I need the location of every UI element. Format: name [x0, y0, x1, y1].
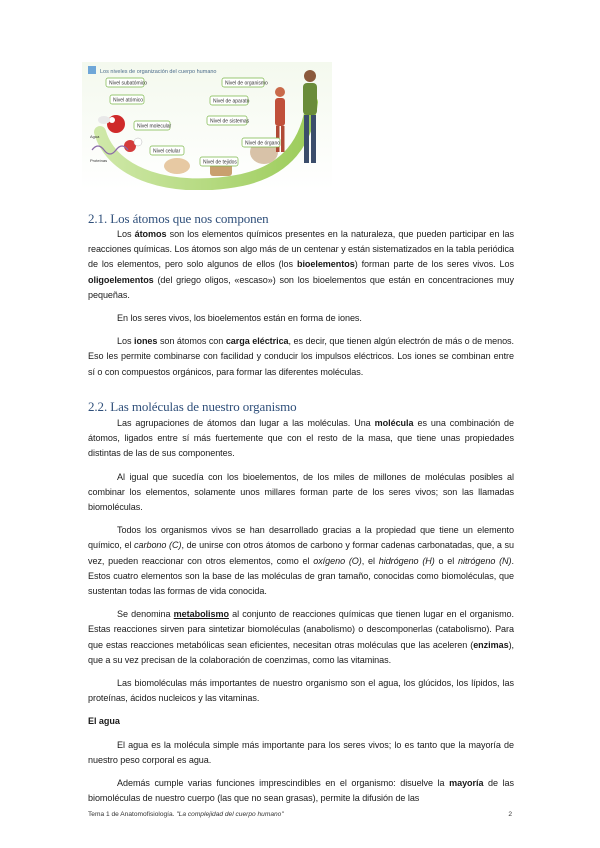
paragraph: El agua es la molécula simple más importante para los seres vivos; lo es tanto que la mayoría de nuestro peso corporal es agua. — [88, 739, 514, 765]
figure-title: Los niveles de organización del cuerpo humano — [100, 69, 217, 75]
label-molecular: Nivel molecular — [137, 123, 172, 130]
bold-term: molécula — [374, 418, 414, 428]
paragraph: Al igual que sucedía con los bioelementos, de los miles de millones de moléculas posibles al combinar los elementos, solamente unos millares forman parte de los seres vivos; son las llamadas biomoléculas. — [88, 471, 514, 513]
label-atomic: Nivel atómico — [113, 97, 144, 104]
italic-term: nitrógeno (N) — [458, 555, 512, 566]
text-run: Todos los organismos vivos se han desarrollado gracias a la propiedad que tiene un elemento químico, el — [88, 525, 514, 551]
atom-illustration — [107, 115, 125, 133]
text-run: Los — [117, 336, 134, 347]
label-cellular: Nivel celular — [153, 148, 181, 155]
section-heading-atoms: 2.1. Los átomos que nos componen — [88, 211, 269, 226]
label-subatomic: Nivel subatómico — [109, 80, 148, 87]
label-system: Nivel de sistemas — [210, 118, 250, 125]
paragraph — [88, 416, 514, 462]
text-run: , es decir, que tienen algún electrón de más o de menos. Eso les permite combinarse con facilidad y conducir los impulsos eléctricos. Los iones se combinan entre sí o con compuestos orgánicos, para formar las diferentes moléculas. — [88, 336, 514, 377]
text-run: , de unirse con otros átomos de carbono y formar cadenas carbonatadas, que, a su vez, pueden reaccionar con otros elementos, como el — [88, 540, 514, 566]
bold-term: mayoría — [449, 778, 484, 789]
bold-term: átomos — [134, 229, 167, 239]
bold-term: enzimas — [473, 639, 509, 650]
text-run: de las biomoléculas de nuestro cuerpo (las que no sean grasas), permite la difusión de las — [88, 778, 514, 804]
label-organism: Nivel de organismo — [225, 80, 268, 87]
water-heading: El agua — [88, 716, 120, 727]
organization-levels-figure — [82, 62, 332, 190]
organization-levels-illustration — [82, 62, 332, 190]
paragraph — [88, 776, 514, 806]
bold-term: oligoelementos — [88, 274, 154, 285]
label-organ: Nivel de órgano — [245, 140, 281, 147]
section-atoms-body — [88, 227, 514, 380]
section-heading-molecules: 2.2. Las moléculas de nuestro organismo — [88, 399, 297, 414]
bold-term: iones — [134, 336, 158, 347]
text-run: son átomos con — [157, 336, 226, 347]
footer-title: "La complejidad del cuerpo humano" — [176, 811, 284, 818]
bold-term: bioelementos — [296, 259, 355, 270]
label-device: Nivel de aparato — [213, 98, 250, 105]
text-run: o el — [434, 555, 459, 566]
text-run: Las agrupaciones de átomos dan lugar a las moléculas. Una — [117, 418, 375, 428]
text-run: (del griego oligos, «escaso») son los bioelementos que están en concentraciones muy pequeñas. — [88, 274, 514, 300]
italic-term: hidrógeno (H) — [378, 555, 435, 566]
footer-prefix: Tema 1 de Anatomofisiología. — [88, 811, 177, 818]
paragraph: En los seres vivos, los bioelementos están en forma de iones. — [117, 313, 362, 324]
paragraph — [88, 523, 514, 599]
text-run: Se denomina — [117, 609, 174, 620]
text-run: Los — [117, 229, 135, 239]
paragraph — [88, 334, 514, 380]
subheading-water — [88, 714, 514, 729]
italic-term: carbono (C) — [134, 540, 182, 551]
text-run: ) forman parte de los seres vivos. Los — [354, 259, 514, 270]
paragraph — [88, 607, 514, 668]
label-tissue: Nivel de tejidos — [203, 159, 237, 166]
section-molecules-body — [88, 416, 514, 806]
label-water: Agua — [90, 134, 100, 139]
text-run: , el — [361, 555, 379, 566]
page-footer — [88, 811, 514, 818]
text-run: son los elementos químicos presentes en la naturaleza, que pueden participar en las reacciones químicas. Los átomos son algo más de un centenar y están sistematizados en la tabla periódica de los elementos, pero solo algunos de ellos (los — [88, 229, 514, 270]
text-run: es una combinación de átomos, ligados entre sí más fuertemente que con el resto de la masa, que tiene unas propiedades distintas de las de sus componentes. — [88, 418, 514, 459]
page-number: 2 — [508, 811, 512, 818]
text-run: . Estos cuatro elementos son la base de las moléculas de gran tamaño, conocidas como biomoléculas, que sustentan todas las formas de vida conocida. — [88, 555, 514, 597]
paragraph — [88, 227, 514, 303]
text-run: ), que a su vez precisan de la colaboración de coenzimas, como las vitaminas. — [88, 639, 514, 665]
underlined-term: metabolismo — [173, 609, 229, 620]
paragraph: Las biomoléculas más importantes de nuestro organismo son el agua, los glúcidos, los lípidos, las proteínas, ácidos nucleicos y las vitaminas. — [88, 678, 514, 704]
italic-term: oxígeno (O) — [313, 555, 362, 566]
label-proteins: Proteínas — [90, 158, 108, 163]
text-run: Además cumple varias funciones imprescindibles en el organismo: disuelve la — [117, 778, 450, 789]
bold-term: carga eléctrica — [225, 336, 289, 347]
text-run: al conjunto de reacciones químicas que tienen lugar en el organismo. Estas reacciones sirven para sintetizar biomoléculas (anabolismo) o descomponerlas (catabolismo). Para que estas reacciones metabólicas sean eficientes, necesitan otras moléculas que las aceleren ( — [88, 609, 514, 650]
